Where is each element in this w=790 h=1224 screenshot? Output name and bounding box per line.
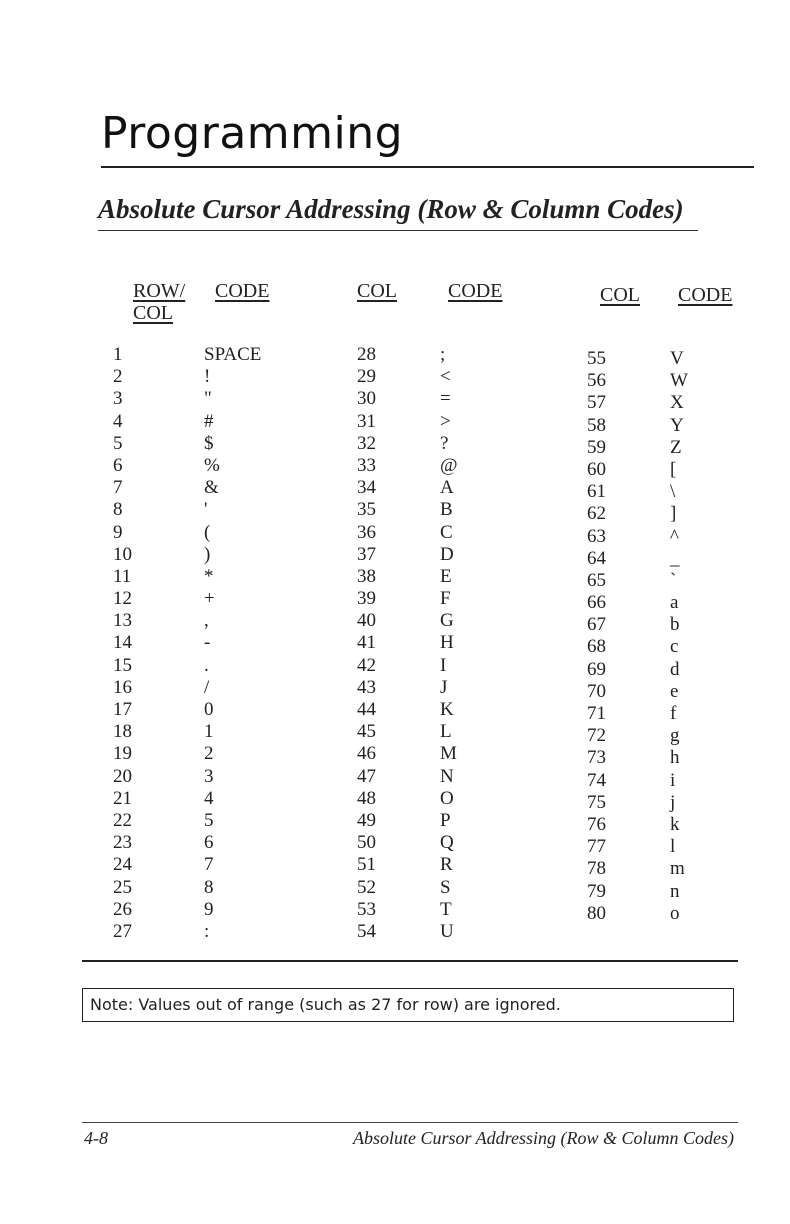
header-code-2: CODE	[448, 280, 503, 302]
table-cell-code: S	[440, 876, 451, 898]
table-cell-code: _	[670, 547, 680, 569]
table-cell-col: 54	[357, 920, 376, 942]
table-cell-col: 44	[357, 699, 376, 720]
table-cell-col: 55	[587, 348, 606, 369]
subtitle-underline	[98, 230, 698, 231]
table-cell-code: !	[204, 366, 211, 388]
table-cell-col: 73	[587, 747, 606, 769]
table-cell-code: 7	[204, 854, 214, 876]
table-cell-col: 21	[113, 787, 132, 809]
table-cell-code: /	[204, 676, 210, 698]
table-cell-code: G	[440, 610, 454, 632]
table-cell-code: 1	[204, 721, 214, 743]
table-cell-col: 80	[587, 902, 606, 924]
table-cell-code: #	[204, 410, 214, 432]
table-cell-col: 66	[587, 592, 606, 614]
table-cell-code: J	[440, 676, 448, 698]
table-cell-code: 4	[204, 787, 214, 809]
table-cell-code: N	[440, 765, 454, 787]
table-cell-code: E	[440, 565, 452, 587]
table-cell-code: 5	[204, 809, 214, 831]
header-code-3: CODE	[678, 284, 733, 306]
table-cell-col: 14	[113, 632, 132, 654]
table-cell-code: U	[440, 920, 454, 942]
table-cell-col: 10	[113, 543, 132, 565]
table-cell-code: +	[204, 588, 215, 610]
code-column-2	[440, 344, 458, 943]
table-cell-col: 29	[357, 366, 376, 388]
table-cell-col: 31	[357, 410, 376, 432]
table-cell-code: n	[670, 880, 680, 902]
table-cell-col: 9	[113, 521, 123, 543]
table-cell-col: 72	[587, 725, 606, 747]
table-cell-col: 15	[113, 654, 132, 676]
table-cell-col: 11	[113, 565, 132, 587]
note-box: Note: Values out of range (such as 27 for row) are ignored.	[82, 988, 734, 1022]
table-cell-code: .	[204, 654, 209, 676]
table-cell-code: ?	[440, 432, 449, 454]
table-cell-col: 42	[357, 654, 376, 676]
table-cell-code: Y	[670, 414, 684, 436]
table-cell-col: 23	[113, 832, 132, 854]
table-cell-code: m	[670, 858, 685, 880]
col-column-3	[587, 348, 606, 925]
col-column-2	[357, 344, 376, 943]
table-cell-code: Q	[440, 832, 454, 854]
table-cell-code: P	[440, 809, 451, 831]
table-cell-code: X	[670, 392, 684, 414]
table-cell-col: 52	[357, 876, 376, 898]
table-cell-code: Z	[670, 436, 682, 458]
table-cell-col: 32	[357, 432, 376, 454]
table-cell-code: K	[440, 699, 454, 720]
table-cell-col: 40	[357, 610, 376, 632]
table-cell-col: 49	[357, 809, 376, 831]
footer-divider	[82, 1122, 738, 1123]
table-cell-col: 37	[357, 543, 376, 565]
table-cell-code: C	[440, 521, 453, 543]
table-cell-col: 18	[113, 721, 132, 743]
table-cell-col: 17	[113, 699, 132, 720]
table-cell-col: 30	[357, 388, 376, 410]
table-cell-code: R	[440, 854, 453, 876]
table-cell-col: 22	[113, 809, 132, 831]
table-cell-col: 78	[587, 858, 606, 880]
table-cell-code: 6	[204, 832, 214, 854]
table-cell-code: F	[440, 588, 451, 610]
table-cell-col: 59	[587, 436, 606, 458]
table-cell-code: e	[670, 680, 679, 702]
table-cell-code: f	[670, 703, 677, 724]
page-title: Programming	[101, 108, 404, 159]
table-cell-col: 28	[357, 344, 376, 365]
table-cell-code: H	[440, 632, 454, 654]
footer-title: Absolute Cursor Addressing (Row & Column Codes)	[352, 1128, 734, 1148]
table-cell-code: @	[440, 454, 458, 476]
table-cell-col: 1	[113, 344, 123, 365]
table-cell-code: D	[440, 543, 454, 565]
code-column-3	[670, 348, 688, 925]
table-cell-col: 62	[587, 503, 606, 525]
table-cell-col: 77	[587, 836, 606, 858]
table-cell-col: 13	[113, 610, 132, 632]
table-cell-col: 70	[587, 680, 606, 702]
table-cell-code: :	[204, 920, 210, 942]
table-cell-code: *	[204, 565, 214, 587]
table-cell-code: T	[440, 898, 452, 920]
table-cell-col: 24	[113, 854, 132, 876]
table-cell-col: 51	[357, 854, 376, 876]
table-cell-code: k	[670, 813, 680, 835]
table-cell-col: 46	[357, 743, 376, 765]
table-cell-col: 68	[587, 636, 606, 658]
table-cell-col: 61	[587, 481, 606, 503]
table-cell-col: 74	[587, 769, 606, 791]
table-cell-code: 9	[204, 898, 214, 920]
table-cell-code: '	[204, 499, 208, 521]
table-cell-col: 43	[357, 676, 376, 698]
table-cell-col: 69	[587, 658, 606, 680]
table-cell-code: -	[204, 632, 211, 654]
table-cell-code: ]	[670, 503, 677, 525]
table-cell-code: a	[670, 592, 679, 614]
table-cell-col: 3	[113, 388, 123, 410]
table-cell-code: ;	[440, 344, 446, 365]
table-cell-code: "	[204, 388, 212, 410]
table-cell-col: 19	[113, 743, 132, 765]
table-cell-col: 56	[587, 370, 606, 392]
table-cell-col: 65	[587, 569, 606, 591]
table-cell-col: 63	[587, 525, 606, 547]
table-cell-col: 33	[357, 454, 376, 476]
table-cell-col: 53	[357, 898, 376, 920]
table-cell-code: A	[440, 477, 454, 499]
table-cell-code: &	[204, 477, 219, 499]
table-cell-code: 0	[204, 699, 214, 720]
table-bottom-rule	[82, 960, 738, 962]
table-cell-code: 8	[204, 876, 214, 898]
table-cell-code: 3	[204, 765, 214, 787]
table-cell-col: 50	[357, 832, 376, 854]
table-cell-col: 8	[113, 499, 123, 521]
table-cell-code: [	[670, 458, 677, 480]
table-cell-code: O	[440, 787, 454, 809]
table-cell-code: g	[670, 725, 680, 747]
table-cell-code: )	[204, 543, 211, 565]
table-cell-col: 25	[113, 876, 132, 898]
table-cell-col: 41	[357, 632, 376, 654]
table-cell-col: 39	[357, 588, 376, 610]
table-cell-col: 71	[587, 703, 606, 724]
table-cell-code: c	[670, 636, 679, 658]
table-cell-col: 5	[113, 432, 123, 454]
table-cell-code: (	[204, 521, 211, 543]
table-cell-code: `	[670, 569, 677, 591]
table-cell-code: %	[204, 454, 220, 476]
table-cell-col: 34	[357, 477, 376, 499]
table-cell-code: V	[670, 348, 684, 369]
table-cell-col: 58	[587, 414, 606, 436]
table-cell-col: 60	[587, 458, 606, 480]
table-cell-col: 47	[357, 765, 376, 787]
table-cell-col: 27	[113, 920, 132, 942]
table-cell-code: <	[440, 366, 451, 388]
table-cell-code: ,	[204, 610, 209, 632]
table-cell-code: o	[670, 902, 680, 924]
table-cell-col: 7	[113, 477, 123, 499]
table-cell-code: W	[670, 370, 688, 392]
table-cell-code: i	[670, 769, 676, 791]
table-cell-code: l	[670, 836, 676, 858]
table-cell-code: M	[440, 743, 457, 765]
table-cell-col: 2	[113, 366, 123, 388]
header-code-1: CODE	[215, 280, 270, 302]
table-cell-code: ^	[670, 525, 679, 547]
table-cell-code: L	[440, 721, 452, 743]
table-cell-col: 79	[587, 880, 606, 902]
table-cell-col: 75	[587, 791, 606, 813]
table-cell-code: I	[440, 654, 447, 676]
code-column-1	[204, 344, 261, 943]
title-divider	[101, 166, 754, 168]
table-cell-col: 76	[587, 813, 606, 835]
rowcol-column-1	[113, 344, 132, 943]
table-cell-code: b	[670, 614, 680, 636]
table-cell-col: 16	[113, 676, 132, 698]
table-cell-code: d	[670, 658, 680, 680]
section-subtitle: Absolute Cursor Addressing (Row & Column Codes)	[98, 194, 684, 224]
table-cell-col: 38	[357, 565, 376, 587]
table-cell-col: 64	[587, 547, 606, 569]
page-number: 4-8	[84, 1128, 108, 1148]
table-cell-col: 6	[113, 454, 123, 476]
table-cell-col: 35	[357, 499, 376, 521]
header-col-2: COL	[357, 280, 397, 302]
table-cell-col: 12	[113, 588, 132, 610]
table-cell-col: 26	[113, 898, 132, 920]
table-cell-col: 67	[587, 614, 606, 636]
table-cell-code: B	[440, 499, 453, 521]
table-cell-col: 45	[357, 721, 376, 743]
header-col-3: COL	[600, 284, 640, 306]
table-cell-code: $	[204, 432, 214, 454]
table-cell-col: 57	[587, 392, 606, 414]
table-cell-code: =	[440, 388, 451, 410]
header-rowcol: ROW/ COL	[133, 280, 186, 324]
table-cell-code: 2	[204, 743, 214, 765]
table-cell-col: 48	[357, 787, 376, 809]
table-cell-code: h	[670, 747, 680, 769]
table-cell-code: j	[670, 791, 676, 813]
table-cell-code: \	[670, 481, 676, 503]
table-cell-col: 36	[357, 521, 376, 543]
table-cell-code: >	[440, 410, 451, 432]
table-cell-col: 4	[113, 410, 123, 432]
table-cell-code: SPACE	[204, 344, 262, 365]
table-cell-col: 20	[113, 765, 132, 787]
